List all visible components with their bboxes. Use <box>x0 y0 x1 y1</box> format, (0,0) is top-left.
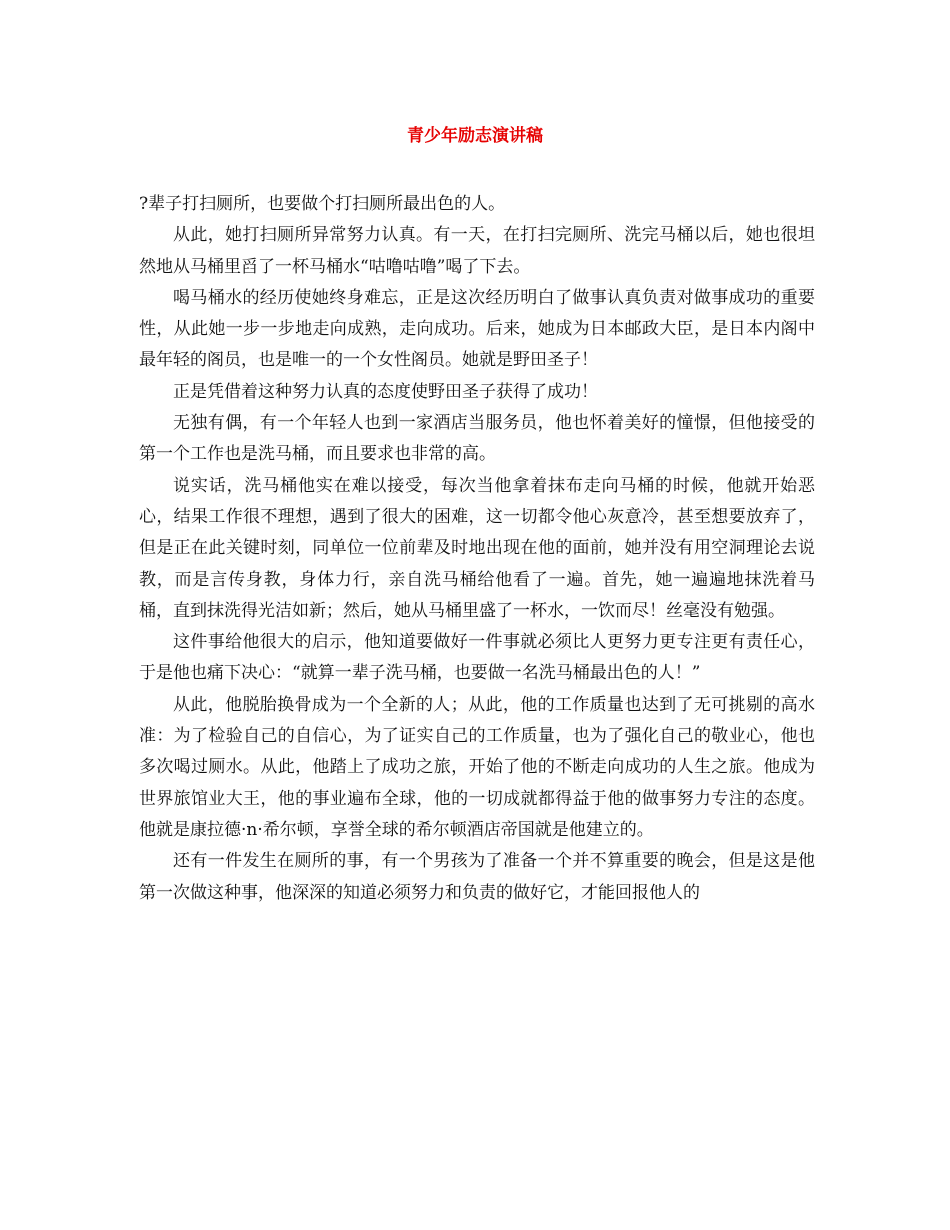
paragraph: 从此，他脱胎换骨成为一个全新的人；从此，他的工作质量也达到了无可挑剔的高水准：为了检验自己的自信心，为了证实自己的工作质量，也为了强化自己的敬业心，他也多次喝过厕水。从此，他踏上了成功之旅，开始了他的不断走向成功的人生之旅。他成为世界旅馆业大王，他的事业遍布全球，他的一切成就都得益于他的做事努力专注的态度。他就是康拉德·n·希尔顿，享誉全球的希尔顿酒店帝国就是他建立的。 <box>139 694 815 840</box>
paragraph: 无独有偶，有一个年轻人也到一家酒店当服务员，他也怀着美好的憧憬，但他接受的第一个工作也是洗马桶，而且要求也非常的高。 <box>139 413 815 465</box>
document-body <box>139 189 815 909</box>
paragraph: 这件事给他很大的启示，他知道要做好一件事就必须比人更努力更专注更有责任心，于是他也痛下决心：“就算一辈子洗马桶，也要做一名洗马桶最出色的人！” <box>139 632 815 684</box>
paragraph: 从此，她打扫厕所异常努力认真。有一天，在打扫完厕所、洗完马桶以后，她也很坦然地从马桶里舀了一杯马桶水“咕噜咕噜”喝了下去。 <box>139 225 815 277</box>
paragraph: 说实话，洗马桶他实在难以接受，每次当他拿着抹布走向马桶的时候，他就开始恶心，结果工作很不理想，遇到了很大的困难，这一切都令他心灰意冷，甚至想要放弃了，但是正在此关键时刻，同单位一位前辈及时地出现在他的面前，她并没有用空洞理论去说教，而是言传身教，身体力行，亲自洗马桶给他看了一遍。首先，她一遍遍地抹洗着马桶，直到抹洗得光洁如新；然后，她从马桶里盛了一杯水，一饮而尽！丝毫没有勉强。 <box>139 475 815 621</box>
paragraph: 正是凭借着这种努力认真的态度使野田圣子获得了成功！ <box>173 381 598 402</box>
paragraph: 喝马桶水的经历使她终身难忘，正是这次经历明白了做事认真负责对做事成功的重要性，从此她一步一步地走向成熟，走向成功。后来，她成为日本邮政大臣，是日本内阁中最年轻的阁员，也是唯一的一个女性阁员。她就是野田圣子！ <box>139 287 815 371</box>
paragraph: 还有一件发生在厕所的事，有一个男孩为了准备一个并不算重要的晚会，但是这是他第一次做这种事，他深深的知道必须努力和负责的做好它，才能回报他人的 <box>139 851 815 903</box>
paragraph: ?辈子打扫厕所，也要做个打扫厕所最出色的人。 <box>139 194 506 214</box>
document-title: 青少年励志演讲稿 <box>407 126 543 146</box>
